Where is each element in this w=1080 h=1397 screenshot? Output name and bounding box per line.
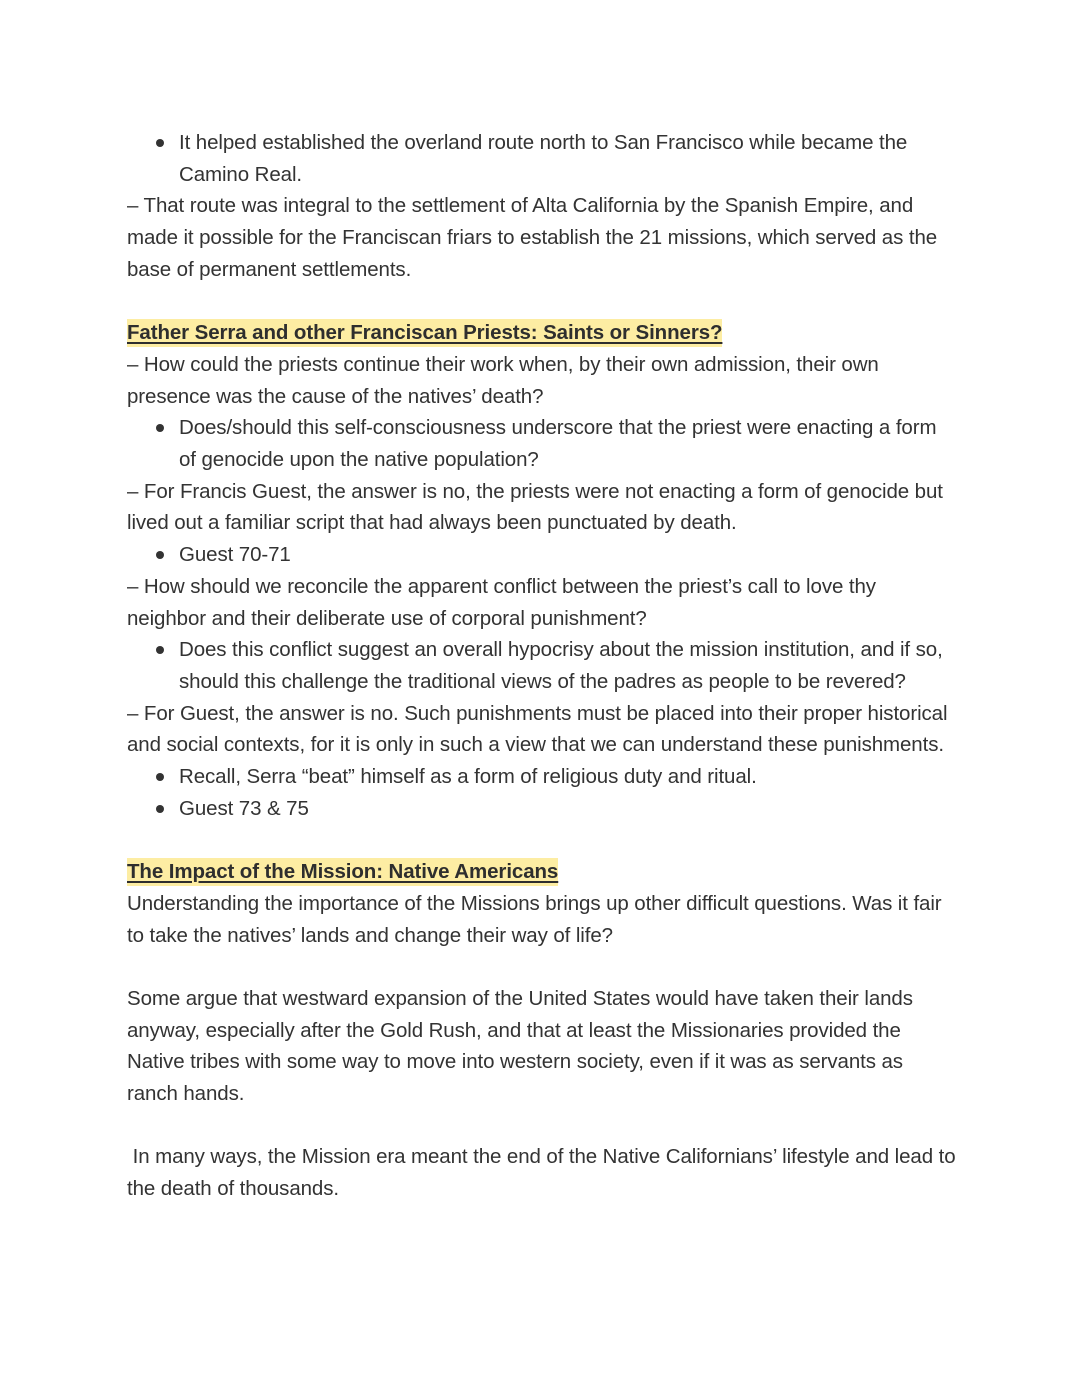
bullet-text: Does this conflict suggest an overall hypocrisy about the mission institution, and if so, should this challenge the traditional views of the padres as people to be revered?	[179, 638, 943, 693]
list-item	[127, 412, 957, 475]
heading-row	[127, 856, 957, 888]
question-1-bullets	[127, 412, 957, 475]
bullet-text: It helped established the overland route north to San Francisco while became the Camino Real.	[179, 131, 908, 186]
question-2-bullets	[127, 634, 957, 697]
spacer	[127, 286, 957, 318]
list-item	[127, 793, 957, 825]
bullet-text: Guest 73 & 75	[179, 796, 309, 820]
list-item	[127, 634, 957, 697]
answer-1-bullets	[127, 539, 957, 571]
list-item	[127, 761, 957, 793]
answer-1: – For Francis Guest, the answer is no, the priests were not enacting a form of genocide but lived out a familiar script that had always been punctuated by death.	[127, 479, 943, 535]
bullet-icon	[156, 805, 164, 813]
heading-row	[127, 317, 957, 349]
bullet-icon	[156, 139, 164, 147]
paragraph-impact-2: Some argue that westward expansion of the United States would have taken their lands anyway, especially after the Gold Rush, and that at least the Missionaries provided the Native tribes with some way to move into western society, even if it was as servants as ranch hands.	[127, 986, 913, 1106]
intro-bullet-list	[127, 127, 957, 190]
paragraph-impact-1: Understanding the importance of the Missions brings up other difficult questions. Was it fair to take the natives’ lands and change their way of life?	[127, 891, 942, 947]
answer-2: – For Guest, the answer is no. Such punishments must be placed into their proper historical and social contexts, for it is only in such a view that we can understand these punishments.	[127, 701, 948, 757]
document-body	[127, 127, 962, 1205]
section-heading-serra: Father Serra and other Franciscan Priests: Saints or Sinners?	[127, 319, 722, 347]
question-1: – How could the priests continue their work when, by their own admission, their own presence was the cause of the natives’ death?	[127, 352, 879, 408]
bullet-text: Does/should this self-consciousness underscore that the priest were enacting a form of genocide upon the native population?	[179, 416, 937, 472]
bullet-icon	[156, 773, 164, 781]
paragraph-route: – That route was integral to the settlement of Alta California by the Spanish Empire, and made it possible for the Franciscan friars to establish the 21 missions, which served as the base of permanent settlements.	[127, 194, 938, 281]
bullet-icon	[156, 551, 164, 559]
section-heading-impact: The Impact of the Mission: Native Americans	[127, 858, 558, 886]
paragraph-impact-3: In many ways, the Mission era meant the end of the Native Californians’ lifestyle and lead to the death of thousands.	[127, 1145, 962, 1201]
question-2: – How should we reconcile the apparent conflict between the priest’s call to love thy neighbor and their deliberate use of corporal punishment?	[127, 574, 876, 630]
spacer	[127, 824, 957, 856]
spacer	[127, 951, 957, 983]
bullet-icon	[156, 424, 164, 432]
answer-2-bullets	[127, 761, 957, 824]
list-item	[127, 127, 957, 190]
bullet-text: Guest 70-71	[179, 543, 291, 567]
bullet-text: Recall, Serra “beat” himself as a form of religious duty and ritual.	[179, 765, 757, 789]
bullet-icon	[156, 646, 164, 654]
spacer	[127, 1110, 957, 1142]
list-item	[127, 539, 957, 571]
